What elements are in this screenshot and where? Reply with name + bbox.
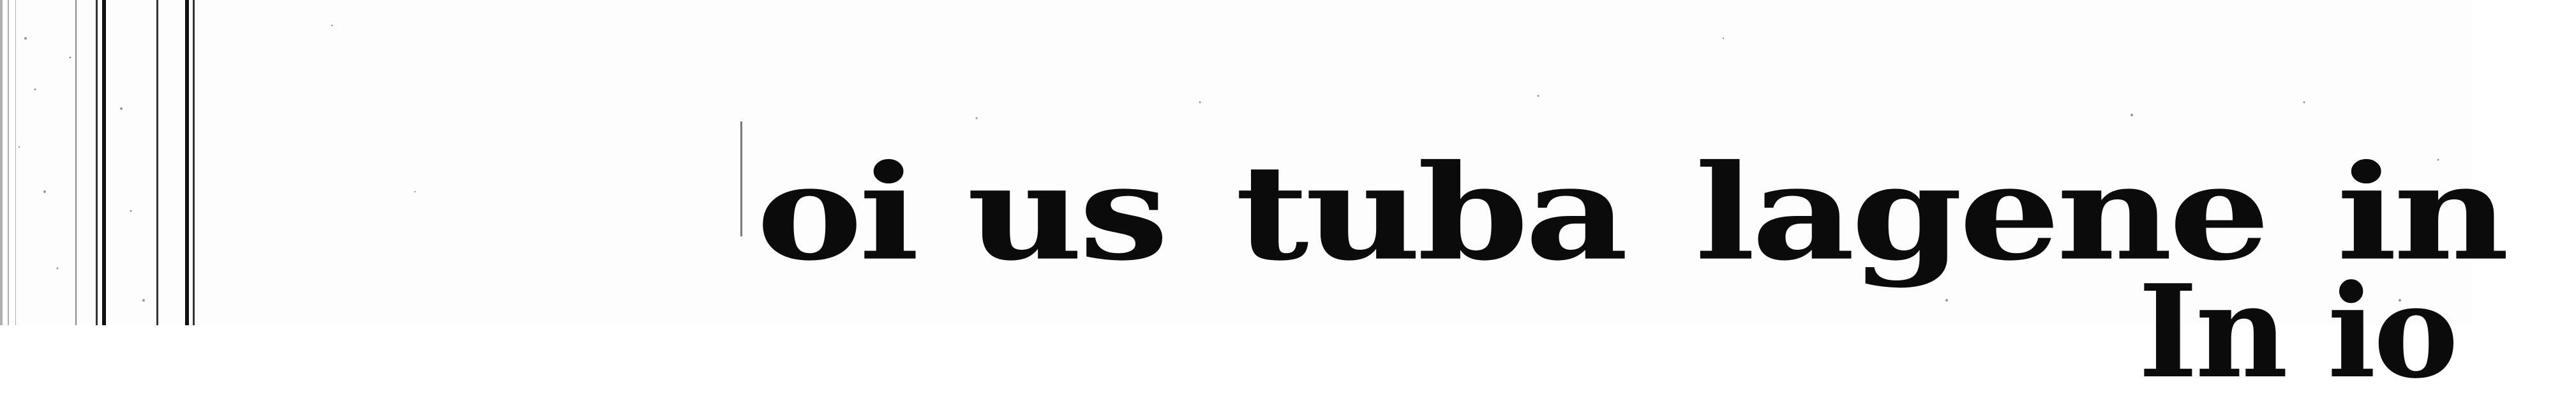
word: us bbox=[966, 135, 1165, 290]
word: in bbox=[2336, 135, 2506, 290]
word: lagene bbox=[1695, 135, 2266, 290]
margin-line bbox=[185, 0, 189, 325]
script-line-one bbox=[756, 86, 2576, 290]
margin-line bbox=[156, 0, 158, 325]
margin-line bbox=[96, 0, 98, 325]
text-rule bbox=[740, 121, 742, 236]
word: oi bbox=[756, 135, 916, 290]
word: tuba bbox=[1235, 135, 1625, 290]
margin-line bbox=[75, 0, 77, 325]
margin-line bbox=[102, 0, 106, 325]
script-line-two: In io bbox=[2138, 257, 2456, 407]
margin-line bbox=[193, 0, 195, 325]
